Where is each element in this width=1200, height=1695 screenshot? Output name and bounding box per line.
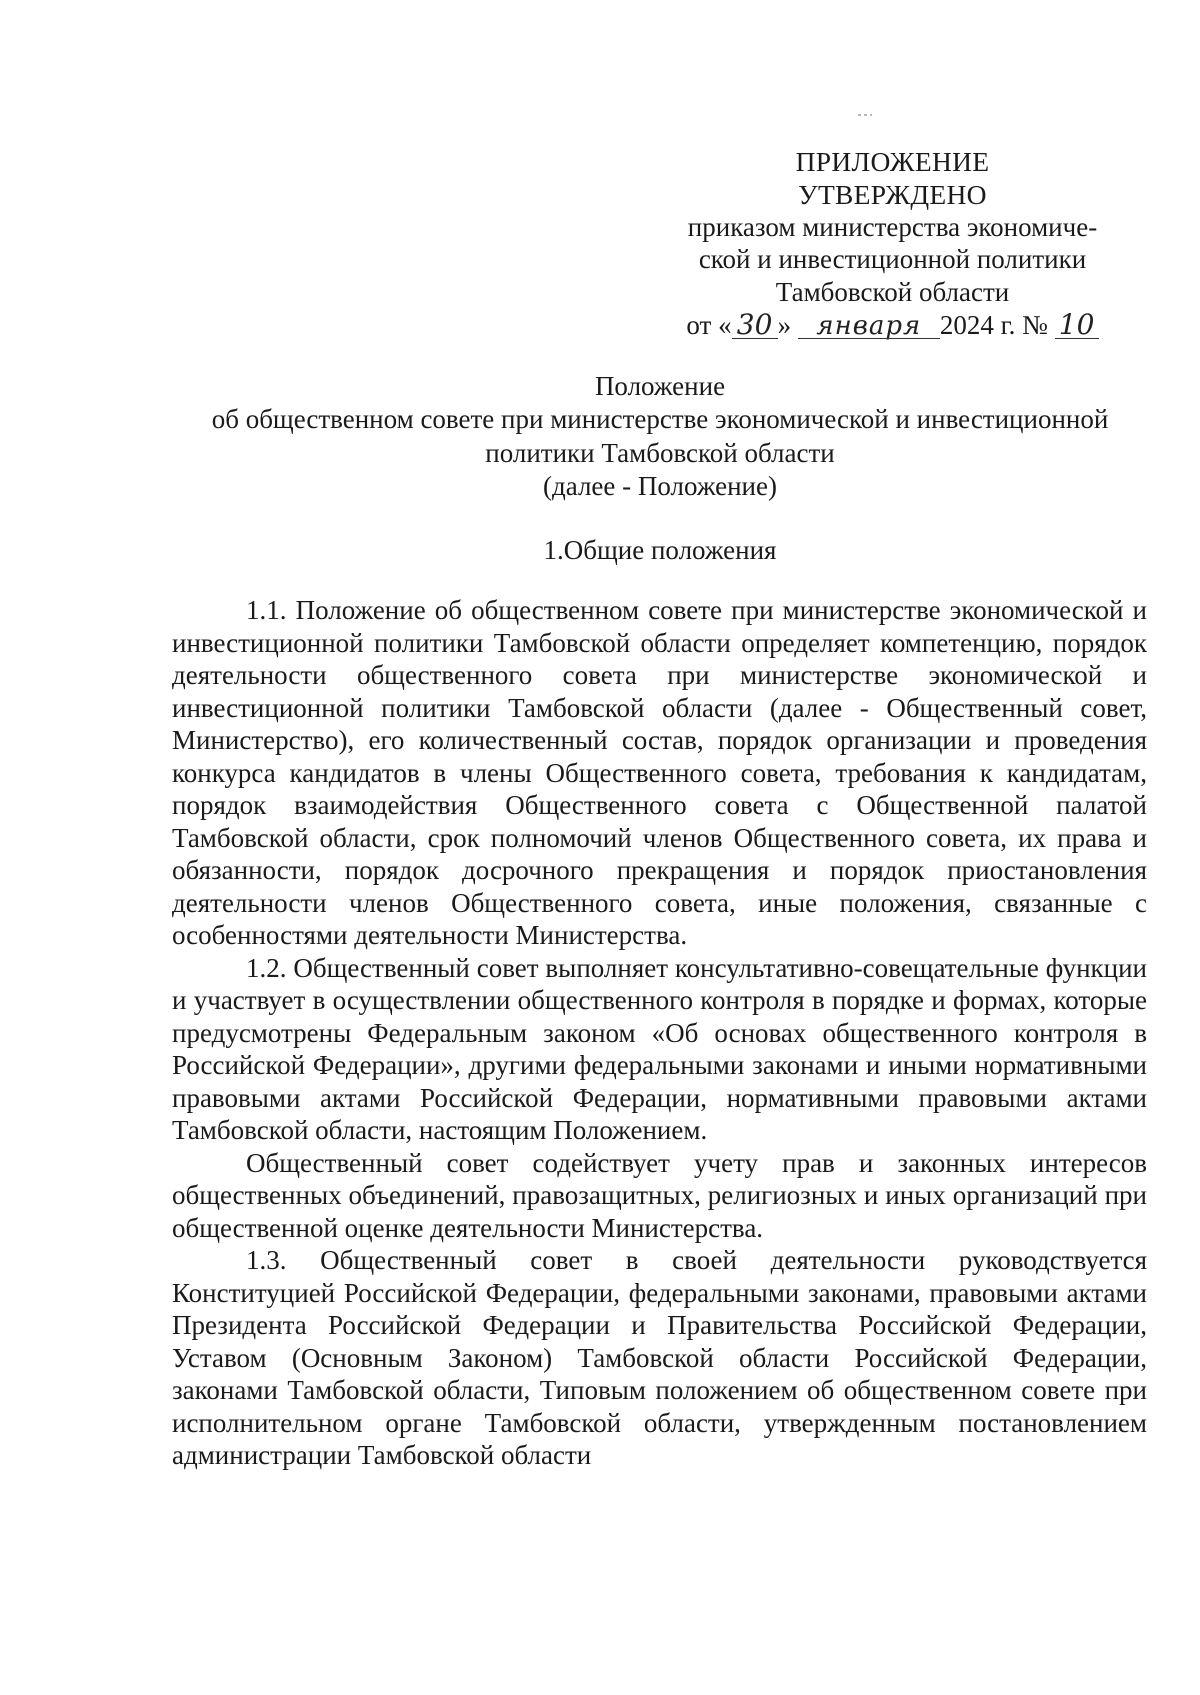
title-line-3: политики Тамбовской области: [485, 437, 835, 468]
title-line-1: Положение: [594, 371, 726, 401]
approval-date-line: [665, 308, 1120, 342]
title-line-2: об общественном совете при министерстве экономической и инвестиционной: [211, 404, 1109, 435]
paragraph-1-1: 1.1. Положение об общественном совете при министерстве экономической и инвестиционной политики Тамбовской области определяет компетенцию, порядок деятельности общественного совета при министерстве экономической и инвестиционной политики Тамбовской области (далее - Общественный совет, Министерство), его количественный состав, порядок организации и проведения конкурса кандидатов в члены Общественного совета, требования к кандидатам, порядок взаимодействия Общественного совета с Общественной палатой Тамбовской области, срок полномочий членов Общественного совета, их права и обязанности, порядок досрочного прекращения и порядок приостановления деятельности членов Общественного совета, иные положения, связанные с особенностями деятельности Министерства.: [172, 595, 1147, 950]
approval-line-3: Тамбовской области: [775, 276, 1010, 307]
handwritten-day: 30: [732, 308, 778, 342]
appendix-label: ПРИЛОЖЕНИЕ: [795, 146, 990, 177]
scan-speck: [858, 114, 872, 116]
approved-label: УТВЕРЖДЕНО: [798, 179, 987, 210]
paragraph-1-2-continued: Общественный совет содействует учету прав и законных интересов общественных объединений, правозащитных, религиозных и иных организаций при общественной оценке деятельности Министерства.: [172, 1147, 1147, 1243]
date-mid: »: [777, 310, 792, 341]
handwritten-month: января: [798, 311, 940, 342]
date-prefix: от «: [686, 310, 732, 341]
document-title: [160, 370, 1160, 503]
paragraph-1-2: 1.2. Общественный совет выполняет консультативно-совещательные функции и участвует в осуществлении общественного контроля в порядке и формах, которые предусмотрены Федеральным законом «Об основах общественного контроля в Российской Федерации», другими федеральными законами и иными нормативными правовыми актами Российской Федерации, нормативными правовыми актами Тамбовской области, настоящим Положением.: [172, 952, 1147, 1145]
approval-line-1: приказом министерства экономиче-: [687, 212, 1098, 242]
handwritten-order-number: 10: [1055, 308, 1099, 342]
section-heading: 1.Общие положения: [543, 535, 777, 565]
paragraph-1-3: 1.3. Общественный совет в своей деятельности руководствуется Конституцией Российской Федерации, федеральными законами, правовыми актами Президента Российской Федерации и Правительства Российской Федерации, Уставом (Основным Законом) Тамбовской области Российской Федерации, законами Тамбовской области, Типовым положением об общественном совете при исполнительном органе Тамбовской области, утвержденным постановлением администрации Тамбовской области: [172, 1245, 1147, 1470]
section-body: [172, 594, 1147, 1472]
approval-stamp-block: [665, 145, 1120, 342]
date-year: 2024 г. №: [939, 310, 1048, 341]
approval-line-2: ской и инвестиционной политики: [698, 244, 1087, 275]
title-line-4: (далее - Положение): [543, 471, 777, 502]
